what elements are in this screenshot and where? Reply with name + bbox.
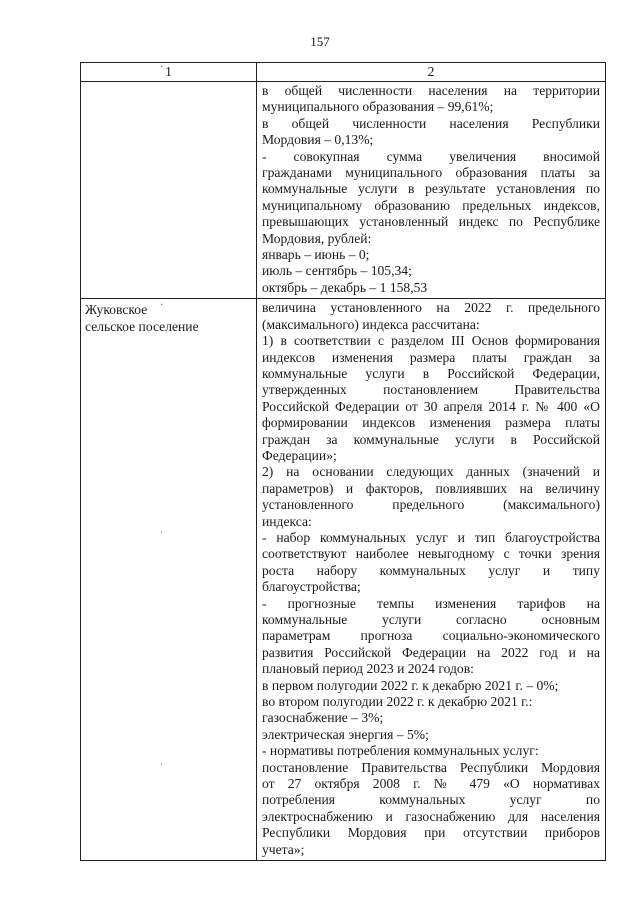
text-line: газоснабжение – 3%; xyxy=(262,710,384,726)
text-line: муниципального образования – 99,61%; xyxy=(262,99,494,115)
text-line: роста набору коммунальных услуг и типу xyxy=(262,562,600,578)
text-line: благоустройства; xyxy=(262,579,361,595)
text-line: индексов изменения размера платы граждан за xyxy=(262,349,600,365)
text-line: в общей численности населения на территории xyxy=(262,83,600,98)
text-line: индекса: xyxy=(262,513,312,529)
text-line: - прогнозные темпы изменения тарифов на xyxy=(262,595,600,611)
text-line: июль – сентябрь – 105,34; xyxy=(262,263,412,279)
text-line: январь – июнь – 0; xyxy=(262,247,370,263)
scan-mark: · xyxy=(160,528,164,539)
text-line: октябрь – декабрь – 1 158,53 xyxy=(262,279,428,295)
document-table xyxy=(80,62,606,861)
scan-mark: · xyxy=(160,300,164,311)
text-line: Республики Мордовия при отсутствии приборов xyxy=(262,825,600,841)
text-line: параметрам прогноза социально-экономического xyxy=(262,628,600,644)
text-line: Федерации»; xyxy=(262,447,337,463)
column-header-2: 2 xyxy=(257,63,606,82)
text-line: электрическая энергия – 5%; xyxy=(262,726,429,742)
text-line: коммунальные услуги в результате установления по xyxy=(262,181,600,197)
text-line: утвержденных постановлением Правительства xyxy=(262,382,600,398)
text-line: электроснабжению и газоснабжению для населения xyxy=(262,808,600,824)
text-line: постановление Правительства Республики Мордовия xyxy=(262,759,600,775)
text-line: коммунальные услуги согласно основным xyxy=(262,612,600,627)
text-line: плановый период 2023 и 2024 годов: xyxy=(262,661,474,677)
scan-mark: · xyxy=(160,760,164,771)
table-row xyxy=(81,299,606,861)
municipality-name-line: сельское поселение xyxy=(85,318,199,334)
text-line: величина установленного на 2022 г. предельного xyxy=(262,300,600,316)
text-line: во втором полугодии 2022 г. к декабрю 2021 г.: xyxy=(262,694,533,710)
municipality-cell xyxy=(81,82,257,299)
text-line: Российской Федерации от 30 апреля 2014 г. № 400 «О xyxy=(262,398,600,414)
text-line: - совокупная сумма увеличения вносимой xyxy=(262,148,600,164)
text-line: 2) на основании следующих данных (значений и xyxy=(262,464,600,480)
text-line: установленного предельного (максимального) xyxy=(262,497,600,513)
scan-mark: · xyxy=(160,62,164,73)
text-line: в первом полугодии 2022 г. к декабрю 2021 г. – 0%; xyxy=(262,677,559,693)
table-row xyxy=(81,82,606,299)
description-cell xyxy=(257,299,606,861)
text-line: Мордовия – 0,13%; xyxy=(262,132,374,148)
column-header-1: 1 xyxy=(81,63,257,82)
text-line: учета»; xyxy=(262,841,305,857)
text-line: в общей численности населения Республики xyxy=(262,115,600,131)
text-line: соответствуют наиболее невыгодному с точки зрения xyxy=(262,546,600,562)
text-line: 1) в соответствии с разделом III Основ формирования xyxy=(262,333,600,349)
text-line: развития Российской Федерации на 2022 год и на xyxy=(262,644,600,660)
municipality-cell xyxy=(81,299,257,861)
text-line: гражданами муниципального образования платы за xyxy=(262,165,600,181)
text-line: превышающих установленный индекс по Республике xyxy=(262,214,600,230)
text-line: коммунальные услуги в Российской Федерации, xyxy=(262,365,600,381)
text-line: формировании индексов изменения размера платы xyxy=(262,415,600,431)
text-line: муниципальному образованию предельных индексов, xyxy=(262,197,600,213)
text-line: граждан за коммунальные услуги в Российской xyxy=(262,431,600,447)
text-line: - набор коммунальных услуг и тип благоустройства xyxy=(262,529,600,545)
text-line: (максимального) индекса рассчитана: xyxy=(262,316,480,332)
text-line: - нормативы потребления коммунальных услуг: xyxy=(262,743,539,759)
page-number: 157 xyxy=(310,34,330,49)
description-cell xyxy=(257,82,606,299)
text-line: от 27 октября 2008 г. № 479 «О нормативах xyxy=(262,776,600,792)
text-line: Мордовия, рублей: xyxy=(262,230,372,246)
municipality-name-line: Жуковское xyxy=(85,302,148,318)
text-line: потребления коммунальных услуг по xyxy=(262,792,600,808)
text-line: параметров) и факторов, повлиявших на величину xyxy=(262,480,600,496)
